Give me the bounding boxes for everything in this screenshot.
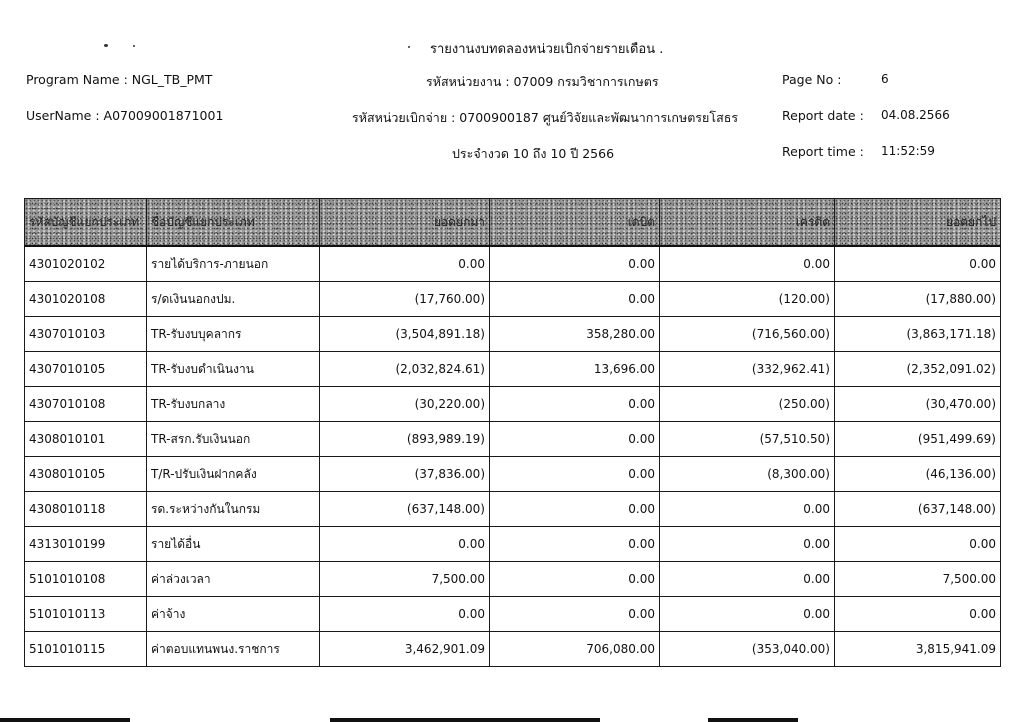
table-row (25, 317, 1001, 352)
account-name-cell: รายได้บริการ-ภายนอก (147, 246, 320, 282)
page-no-label: Page No : (782, 72, 842, 87)
credit-cell: (8,300.00) (660, 457, 835, 492)
account-name-cell: ร/ดเงินนอกงปม. (147, 282, 320, 317)
scan-edge-line (330, 718, 600, 722)
scan-speck (104, 44, 108, 47)
credit-cell: 0.00 (660, 527, 835, 562)
brought-forward-cell: 7,500.00 (320, 562, 490, 597)
account-name-cell: ค่าตอบแทนพนง.ราชการ (147, 632, 320, 667)
credit-cell: (120.00) (660, 282, 835, 317)
table-row (25, 282, 1001, 317)
account-code-cell: 4308010101 (25, 422, 147, 457)
debit-cell: 0.00 (490, 246, 660, 282)
carried-forward-cell: (951,499.69) (835, 422, 1001, 457)
column-header-credit: เครดิต (660, 199, 835, 247)
table-header-row (25, 199, 1001, 247)
debit-cell: 0.00 (490, 597, 660, 632)
carried-forward-cell: 7,500.00 (835, 562, 1001, 597)
debit-cell: 0.00 (490, 492, 660, 527)
report-period: ประจำงวด 10 ถึง 10 ปี 2566 (452, 146, 615, 161)
credit-cell: (250.00) (660, 387, 835, 422)
table-row (25, 492, 1001, 527)
account-name-cell: รด.ระหว่างกันในกรม (147, 492, 320, 527)
credit-cell: 0.00 (660, 492, 835, 527)
brought-forward-cell: (637,148.00) (320, 492, 490, 527)
column-header-account-name: ชื่อบัญชีแยกประเภท (147, 199, 320, 247)
account-name-cell: ค่าล่วงเวลา (147, 562, 320, 597)
report-time-label: Report time : (782, 144, 864, 159)
account-code-cell: 4301020102 (25, 246, 147, 282)
credit-cell: (716,560.00) (660, 317, 835, 352)
account-code-cell: 4307010108 (25, 387, 147, 422)
table-row (25, 457, 1001, 492)
column-header-brought-forward: ยอดยกมา (320, 199, 490, 247)
debit-cell: 0.00 (490, 562, 660, 597)
account-code-cell: 4308010118 (25, 492, 147, 527)
table-row (25, 527, 1001, 562)
table-row (25, 387, 1001, 422)
carried-forward-cell: (46,136.00) (835, 457, 1001, 492)
carried-forward-cell: (637,148.00) (835, 492, 1001, 527)
carried-forward-cell: 0.00 (835, 597, 1001, 632)
program-name: Program Name : NGL_TB_PMT (26, 72, 213, 87)
brought-forward-cell: (37,836.00) (320, 457, 490, 492)
brought-forward-cell: 0.00 (320, 597, 490, 632)
column-header-account-code: รหัสบัญชีแยกประเภท (25, 199, 147, 247)
credit-cell: 0.00 (660, 246, 835, 282)
account-code-cell: 4307010105 (25, 352, 147, 387)
credit-cell: 0.00 (660, 597, 835, 632)
table-row (25, 246, 1001, 282)
account-name-cell: TR-รับงบดำเนินงาน (147, 352, 320, 387)
disbursing-unit-code: รหัสหน่วยเบิกจ่าย : 0700900187 ศูนย์วิจัยและพัฒนาการเกษตรยโสธร (352, 110, 739, 125)
debit-cell: 0.00 (490, 422, 660, 457)
report-title: รายงานงบทดลองหน่วยเบิกจ่ายรายเดือน . (430, 42, 664, 57)
account-name-cell: TR-รับงบบุคลากร (147, 317, 320, 352)
column-header-debit: เดบิต (490, 199, 660, 247)
trial-balance-table (24, 198, 1001, 667)
account-name-cell: รายได้อื่น (147, 527, 320, 562)
account-code-cell: 4308010105 (25, 457, 147, 492)
brought-forward-cell: (893,989.19) (320, 422, 490, 457)
account-code-cell: 5101010115 (25, 632, 147, 667)
credit-cell: (332,962.41) (660, 352, 835, 387)
scan-edge-line (0, 718, 130, 722)
debit-cell: 358,280.00 (490, 317, 660, 352)
page-no-value: 6 (881, 72, 889, 86)
debit-cell: 13,696.00 (490, 352, 660, 387)
brought-forward-cell: (30,220.00) (320, 387, 490, 422)
scan-edge-line (708, 718, 798, 722)
carried-forward-cell: (30,470.00) (835, 387, 1001, 422)
carried-forward-cell: 3,815,941.09 (835, 632, 1001, 667)
credit-cell: (353,040.00) (660, 632, 835, 667)
scan-speck (133, 45, 135, 47)
account-code-cell: 4301020108 (25, 282, 147, 317)
account-name-cell: TR-สรก.รับเงินนอก (147, 422, 320, 457)
table-row (25, 597, 1001, 632)
table-row (25, 352, 1001, 387)
carried-forward-cell: (2,352,091.02) (835, 352, 1001, 387)
table-row (25, 422, 1001, 457)
debit-cell: 0.00 (490, 282, 660, 317)
carried-forward-cell: 0.00 (835, 527, 1001, 562)
account-code-cell: 4307010103 (25, 317, 147, 352)
report-time-value: 11:52:59 (881, 144, 935, 158)
debit-cell: 0.00 (490, 527, 660, 562)
table-row (25, 562, 1001, 597)
debit-cell: 0.00 (490, 387, 660, 422)
credit-cell: 0.00 (660, 562, 835, 597)
account-code-cell: 5101010108 (25, 562, 147, 597)
carried-forward-cell: (3,863,171.18) (835, 317, 1001, 352)
column-header-carried-forward: ยอดยกไป (835, 199, 1001, 247)
table-row (25, 632, 1001, 667)
brought-forward-cell: (2,032,824.61) (320, 352, 490, 387)
agency-code: รหัสหน่วยงาน : 07009 กรมวิชาการเกษตร (426, 74, 659, 89)
carried-forward-cell: 0.00 (835, 246, 1001, 282)
debit-cell: 706,080.00 (490, 632, 660, 667)
account-name-cell: ค่าจ้าง (147, 597, 320, 632)
brought-forward-cell: (3,504,891.18) (320, 317, 490, 352)
account-code-cell: 4313010199 (25, 527, 147, 562)
credit-cell: (57,510.50) (660, 422, 835, 457)
username: UserName : A07009001871001 (26, 108, 224, 123)
debit-cell: 0.00 (490, 457, 660, 492)
carried-forward-cell: (17,880.00) (835, 282, 1001, 317)
report-date-value: 04.08.2566 (881, 108, 950, 122)
scan-speck (408, 46, 410, 48)
brought-forward-cell: 0.00 (320, 246, 490, 282)
account-name-cell: TR-รับงบกลาง (147, 387, 320, 422)
brought-forward-cell: (17,760.00) (320, 282, 490, 317)
account-name-cell: T/R-ปรับเงินฝากคลัง (147, 457, 320, 492)
brought-forward-cell: 3,462,901.09 (320, 632, 490, 667)
report-date-label: Report date : (782, 108, 864, 123)
account-code-cell: 5101010113 (25, 597, 147, 632)
brought-forward-cell: 0.00 (320, 527, 490, 562)
